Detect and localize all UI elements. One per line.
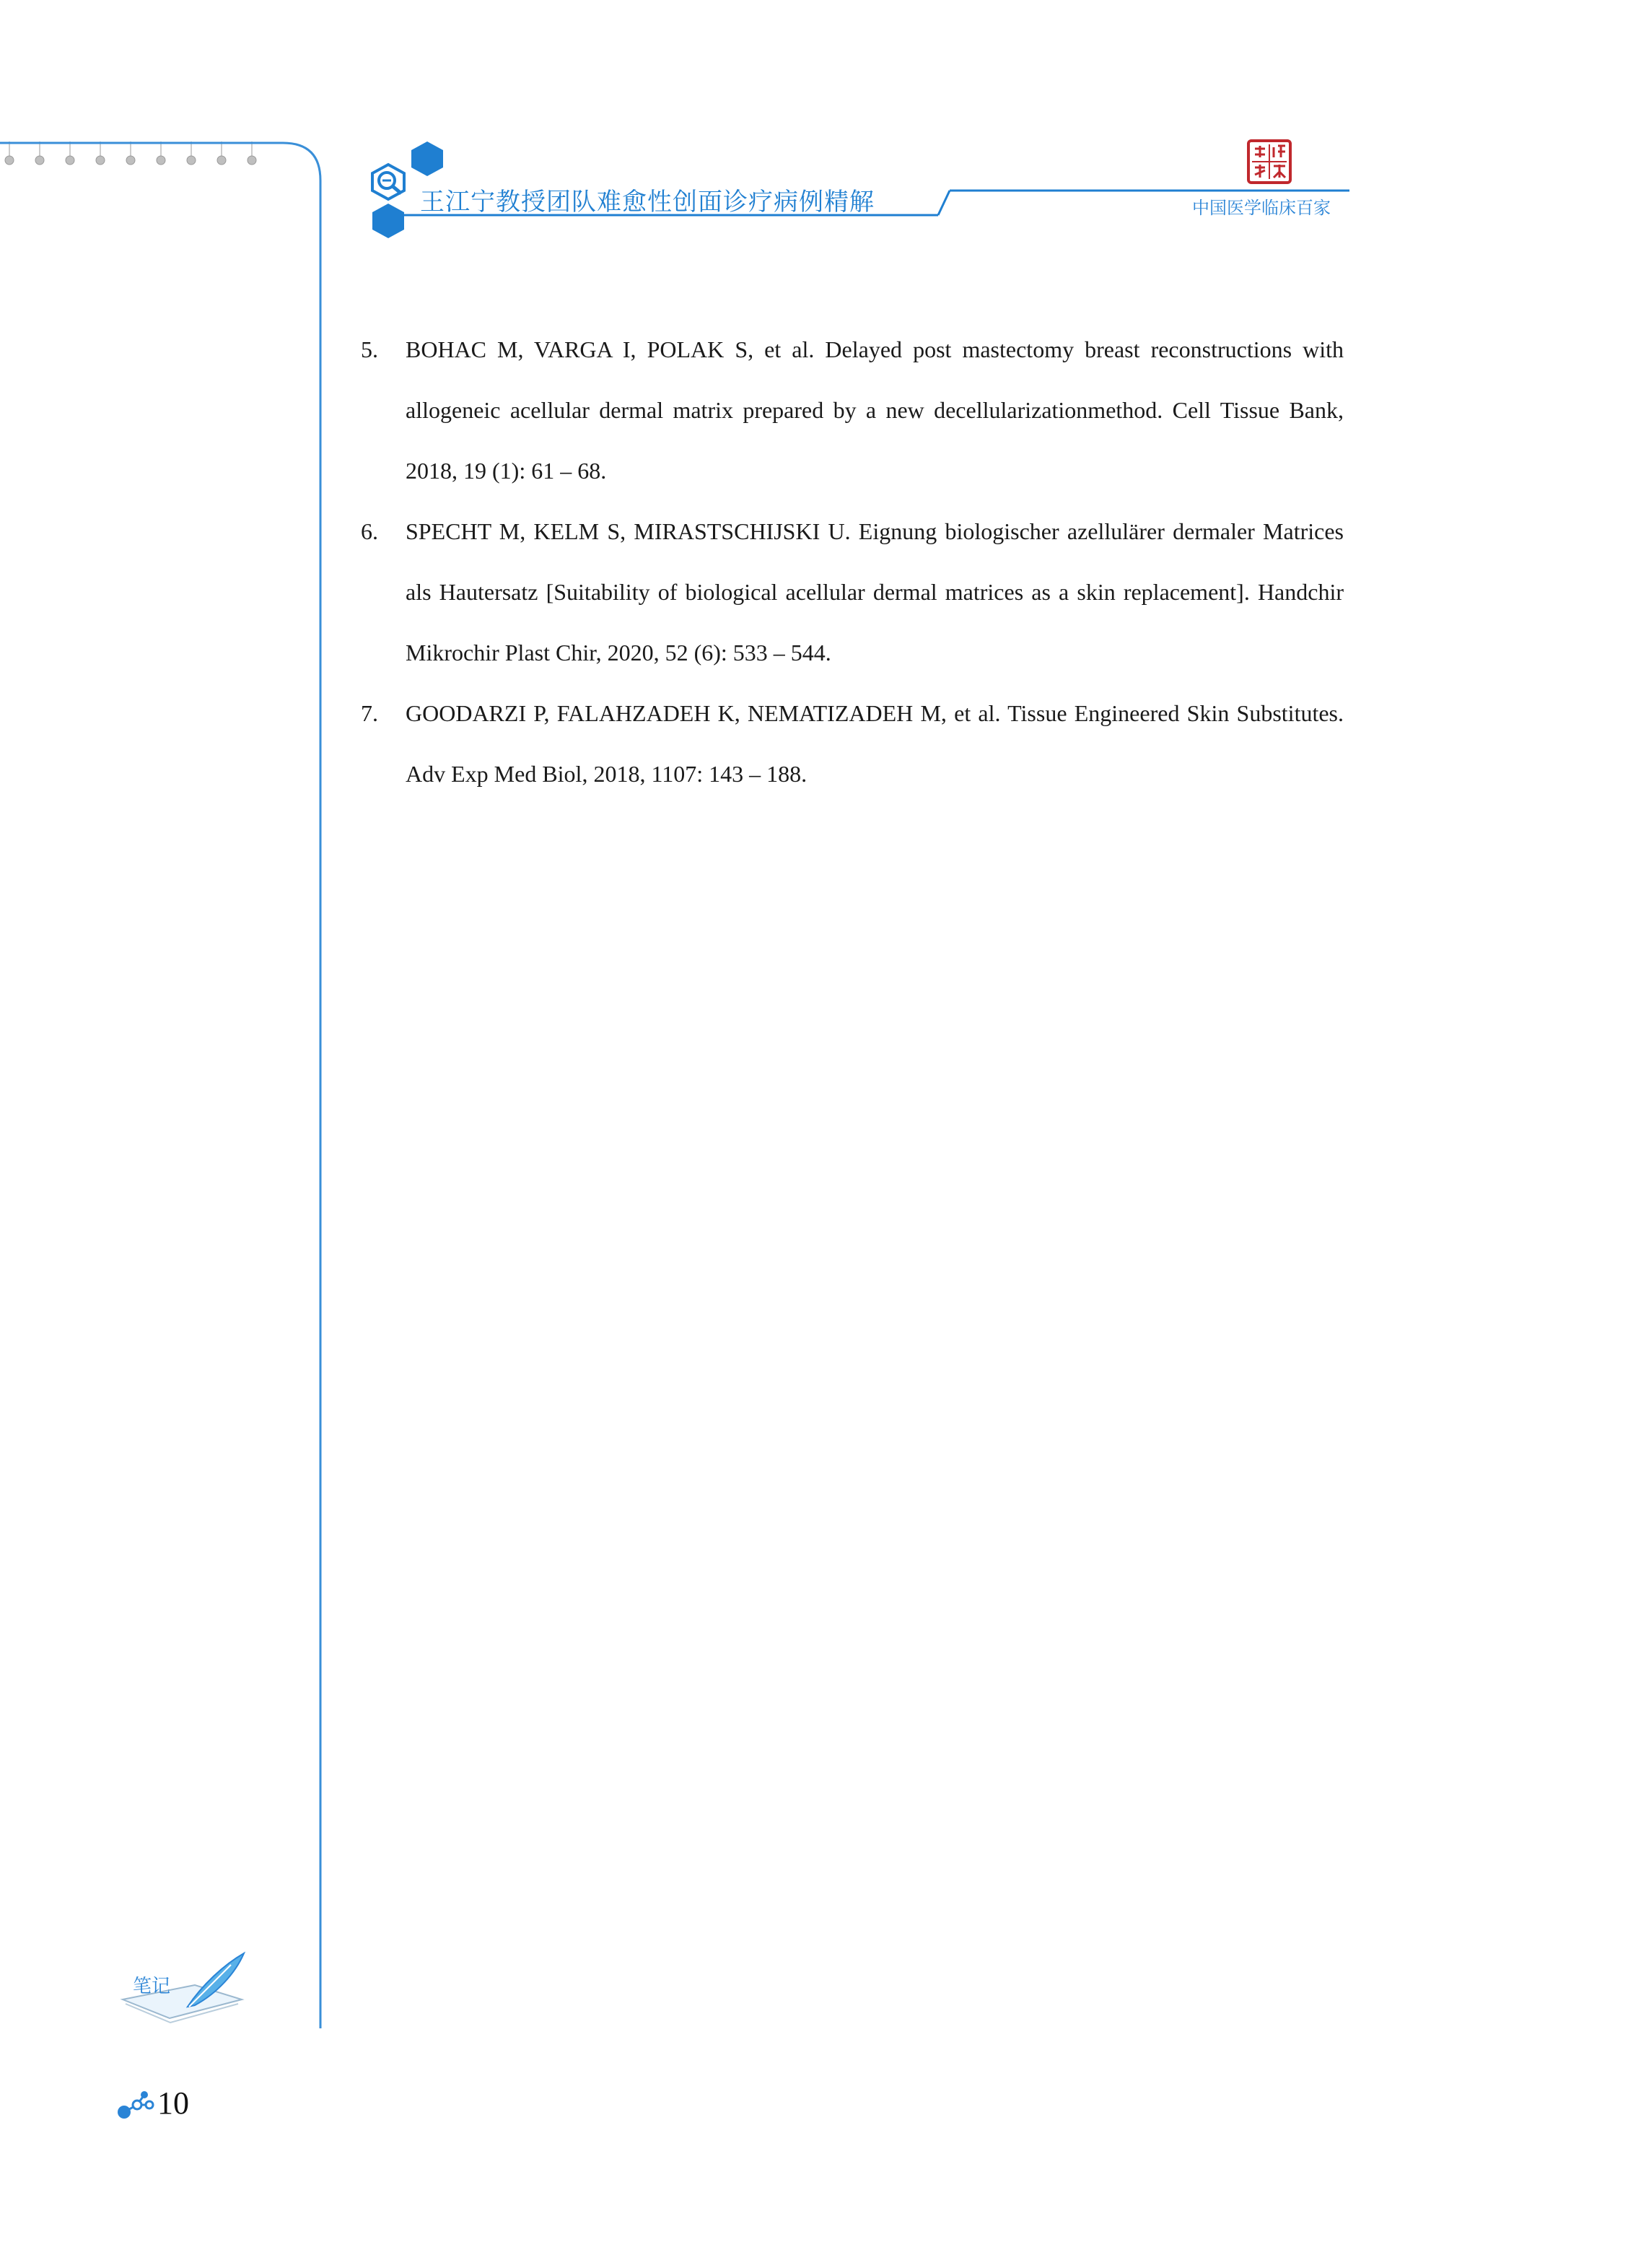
- reference-text: BOHAC M, VARGA I, POLAK S, et al. Delayed post mastectomy breast reconstructions with allogeneic acellular dermal matrix prepared by a new decellularizationmethod. Cell Tissue Bank, 2018, 19 (1): 61 – 68.: [406, 336, 1344, 484]
- reference-text: GOODARZI P, FALAHZADEH K, NEMATIZADEH M, et al. Tissue Engineered Skin Substitutes. Adv Exp Med Biol, 2018, 1107: 143 – 188.: [406, 700, 1344, 787]
- reference-item: [361, 501, 1344, 683]
- book-title: 王江宁教授团队难愈性创面诊疗病例精解: [420, 188, 875, 217]
- reference-item: [361, 683, 1344, 804]
- quill-notes-icon: [108, 1949, 253, 2028]
- reference-number: 6.: [361, 518, 378, 544]
- notes-label: 笔记: [133, 1976, 171, 1997]
- reference-text: SPECHT M, KELM S, MIRASTSCHIJSKI U. Eignung biologischer azellulärer dermaler Matrices als Hautersatz [Suitability of biological acellular dermal matrices as a skin replacement]. Handchir Mikrochir Plast Chir, 2020, 52 (6): 533 – 544.: [406, 518, 1344, 666]
- reference-number: 5.: [361, 336, 378, 362]
- reference-list: [361, 319, 1344, 804]
- notes-margin-frame: [0, 141, 332, 2033]
- reference-item: [361, 319, 1344, 501]
- reference-number: 7.: [361, 700, 378, 726]
- seal-logo: [1246, 139, 1292, 185]
- molecule-icon: [115, 2089, 154, 2121]
- page-number: 10: [157, 2085, 189, 2121]
- series-name: 中国医学临床百家: [1192, 198, 1331, 218]
